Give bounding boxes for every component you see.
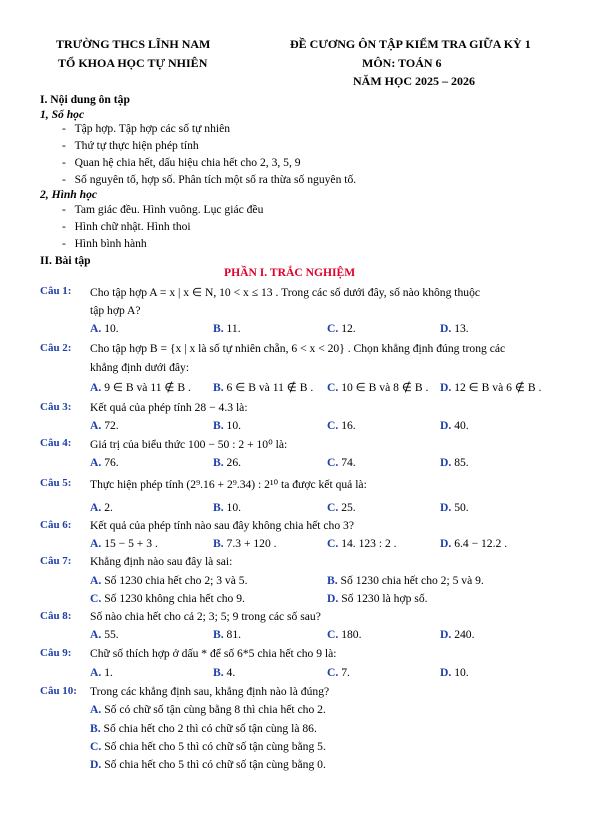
subsection-arithmetic: 1, Số học <box>40 108 85 121</box>
list-item: - Tập hợp. Tập hợp các số tự nhiên <box>62 122 231 135</box>
question-text: Kết quả của phép tính 28 − 4.3 là: <box>90 401 248 414</box>
list-item: - Quan hệ chia hết, dấu hiệu chia hết cho 2, 3, 5, 9 <box>62 156 301 169</box>
option-b[interactable]: B. 81. <box>213 628 242 641</box>
option-a[interactable]: A. Số có chữ số tận cùng bằng 8 thì chia hết cho 2. <box>90 703 326 716</box>
question-number: Câu 3: <box>40 401 72 413</box>
option-d[interactable]: D. 12 ∈ B và 6 ∉ B . <box>440 381 542 394</box>
list-item: - Hình chữ nhật. Hình thoi <box>62 220 191 233</box>
question-number: Câu 1: <box>40 285 72 297</box>
option-c[interactable]: C. 14. 123 : 2 . <box>327 537 397 550</box>
option-d[interactable]: D. Số 1230 là hợp số. <box>327 592 428 605</box>
question-number: Câu 2: <box>40 342 72 354</box>
option-b[interactable]: B. Số chia hết cho 2 thì có chữ số tận cùng là 86. <box>90 722 317 735</box>
geometry-topic-list <box>62 203 263 254</box>
question-number: Câu 10: <box>40 685 77 697</box>
section-2-title: II. Bài tập <box>40 254 91 267</box>
question-number: Câu 5: <box>40 477 72 489</box>
option-a[interactable]: A. 10. <box>90 322 119 335</box>
option-c[interactable]: C. 25. <box>327 501 356 514</box>
option-b[interactable]: B. 6 ∈ B và 11 ∉ B . <box>213 381 314 394</box>
question-text-cont: tập hợp A? <box>90 304 141 317</box>
option-a[interactable]: A. 72. <box>90 419 119 432</box>
option-c[interactable]: C. Số chia hết cho 5 thì có chữ số tận cùng bằng 5. <box>90 740 326 753</box>
question-number: Câu 8: <box>40 610 72 622</box>
option-a[interactable]: A. 2. <box>90 501 113 514</box>
option-c[interactable]: C. 16. <box>327 419 356 432</box>
option-a[interactable]: A. 76. <box>90 456 119 469</box>
option-b[interactable]: B. 26. <box>213 456 242 469</box>
option-a[interactable]: A. 1. <box>90 666 113 679</box>
option-c[interactable]: C. 7. <box>327 666 350 679</box>
question-text: Thực hiện phép tính (2⁹.16 + 2⁹.34) : 2¹⁰ ta được kết quả là: <box>90 478 367 491</box>
option-d[interactable]: D. 6.4 − 12.2 . <box>440 537 508 550</box>
option-a[interactable]: A. Số 1230 chia hết cho 2; 3 và 5. <box>90 574 248 587</box>
option-a[interactable]: A. 15 − 5 + 3 . <box>90 537 158 550</box>
question-text: Chữ số thích hợp ở dấu * để số 6*5 chia hết cho 9 là: <box>90 647 337 660</box>
question-number: Câu 4: <box>40 437 72 449</box>
question-number: Câu 7: <box>40 555 72 567</box>
option-d[interactable]: D. 50. <box>440 501 469 514</box>
school-year: NĂM HỌC 2025 – 2026 <box>353 74 475 88</box>
subsection-geometry: 2, Hình học <box>40 188 98 201</box>
option-a[interactable]: A. 9 ∈ B và 11 ∉ B . <box>90 381 191 394</box>
question-number: Câu 9: <box>40 647 72 659</box>
option-d[interactable]: D. 10. <box>440 666 469 679</box>
question-text: Cho tập hợp A = x | x ∈ N, 10 < x ≤ 13 . Trong các số dưới đây, số nào không thuộc <box>90 286 481 299</box>
option-c[interactable]: C. 10 ∈ B và 8 ∉ B . <box>327 381 429 394</box>
department-name: TỔ KHOA HỌC TỰ NHIÊN <box>58 56 208 70</box>
option-b[interactable]: B. 10. <box>213 419 242 432</box>
section-1-title: I. Nội dung ôn tập <box>40 93 130 106</box>
option-d[interactable]: D. 13. <box>440 322 469 335</box>
arithmetic-topic-list <box>62 122 356 190</box>
option-d[interactable]: D. Số chia hết cho 5 thì có chữ số tận cùng bằng 0. <box>90 758 326 771</box>
list-item: - Tam giác đều. Hình vuông. Lục giác đều <box>62 203 264 216</box>
option-c[interactable]: C. 180. <box>327 628 362 641</box>
list-item: - Số nguyên tố, hợp số. Phân tích một số ra thừa số nguyên tố. <box>62 173 357 186</box>
option-d[interactable]: D. 85. <box>440 456 469 469</box>
question-text: Kết quả của phép tính nào sau đây không chia hết cho 3? <box>90 519 354 532</box>
option-b[interactable]: B. 10. <box>213 501 242 514</box>
document-title: ĐỀ CƯƠNG ÔN TẬP KIỂM TRA GIỮA KỲ 1 <box>290 37 531 51</box>
option-b[interactable]: B. 4. <box>213 666 236 679</box>
option-a[interactable]: A. 55. <box>90 628 119 641</box>
option-c[interactable]: C. 12. <box>327 322 356 335</box>
option-b[interactable]: B. 11. <box>213 322 241 335</box>
question-text: Khẳng định nào sau đây là sai: <box>90 555 233 568</box>
question-number: Câu 6: <box>40 519 72 531</box>
option-c[interactable]: C. Số 1230 không chia hết cho 9. <box>90 592 245 605</box>
question-text: Số nào chia hết cho cả 2; 3; 5; 9 trong các số sau? <box>90 610 321 623</box>
option-c[interactable]: C. 74. <box>327 456 356 469</box>
option-b[interactable]: B. Số 1230 chia hết cho 2; 5 và 9. <box>327 574 484 587</box>
subject-label: MÔN: TOÁN 6 <box>362 56 442 70</box>
option-b[interactable]: B. 7.3 + 120 . <box>213 537 277 550</box>
question-text-cont: khẳng định dưới đây: <box>90 361 190 374</box>
school-name: TRƯỜNG THCS LĨNH NAM <box>56 37 211 51</box>
question-text: Trong các khẳng định sau, khẳng định nào là đúng? <box>90 685 330 698</box>
option-d[interactable]: D. 40. <box>440 419 469 432</box>
list-item: - Hình bình hành <box>62 237 147 250</box>
question-text: Cho tập hợp B = {x | x là số tự nhiên chẵn, 6 < x < 20} . Chọn khẳng định đúng trong các <box>90 342 506 355</box>
question-text: Giá trị của biểu thức 100 − 50 : 2 + 10⁰ là: <box>90 438 288 451</box>
list-item: - Thứ tự thực hiện phép tính <box>62 139 199 152</box>
option-d[interactable]: D. 240. <box>440 628 475 641</box>
part-1-title: PHẦN I. TRẮC NGHIỆM <box>224 266 356 279</box>
